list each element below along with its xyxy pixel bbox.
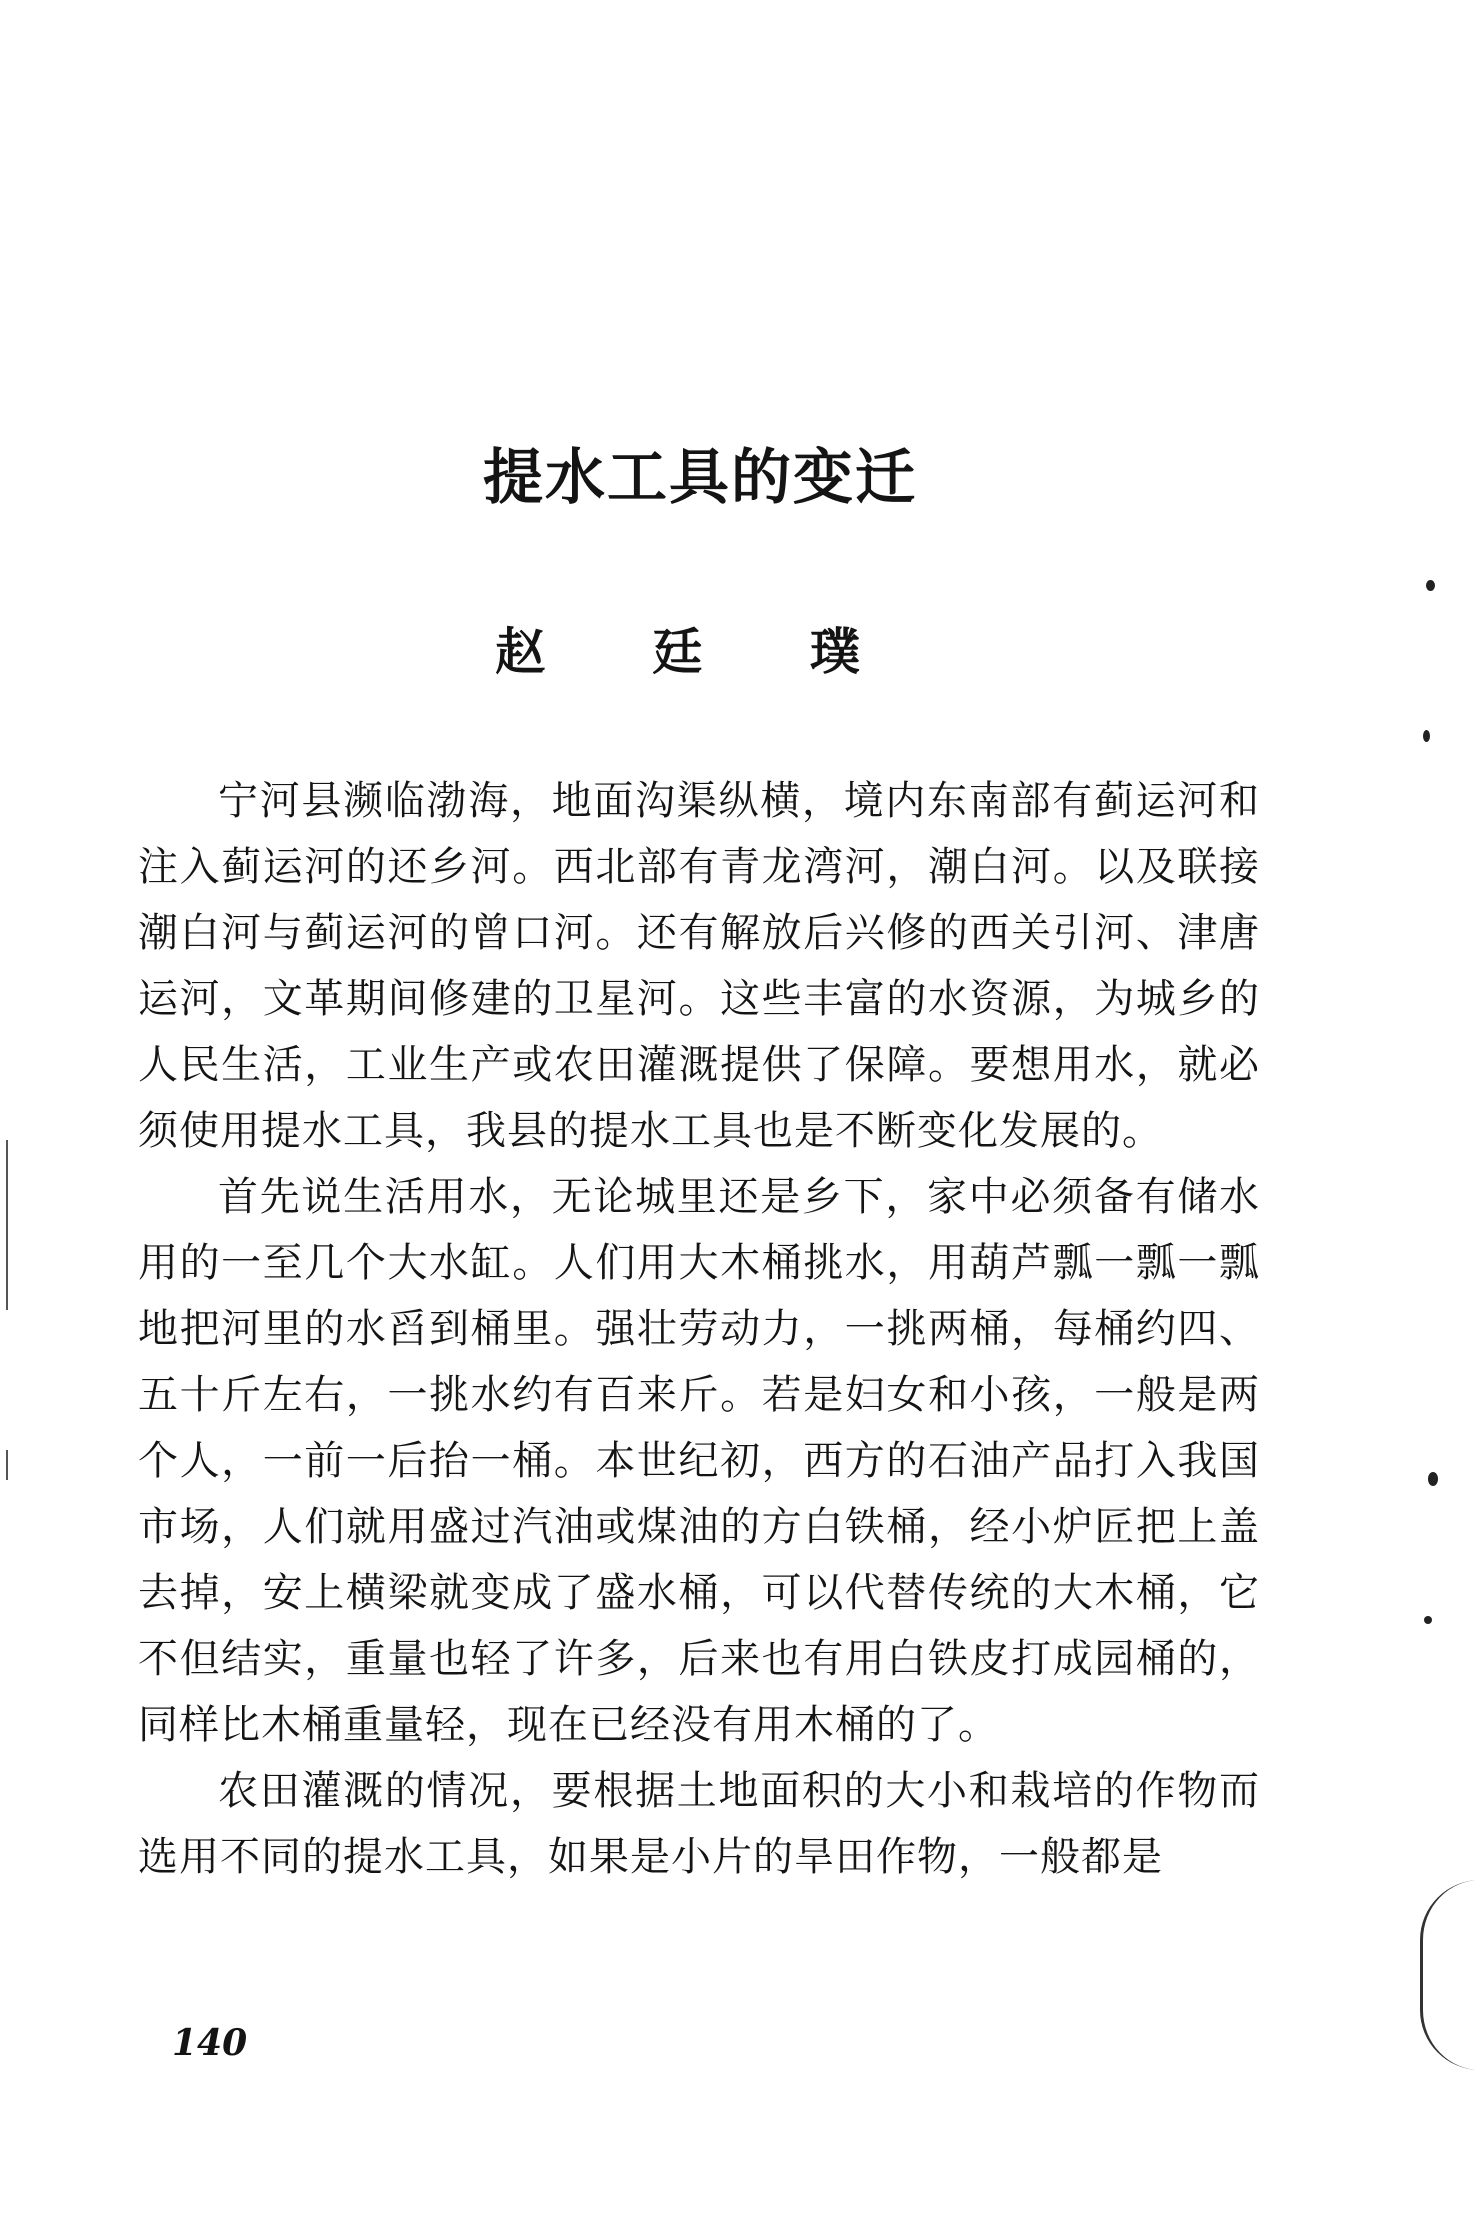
scan-speck	[1424, 1616, 1432, 1624]
author-name: 赵 廷 璞	[495, 622, 905, 681]
article-body	[138, 768, 1260, 1890]
scan-edge-line	[6, 1140, 8, 1310]
paragraph-2: 首先说生活用水，无论城里还是乡下，家中必须备有储水用的一至几个大水缸。人们用大木桶挑水，用葫芦瓢一瓢一瓢地把河里的水舀到桶里。强壮劳动力，一挑两桶，每桶约四、五十斤左右，一挑水约有百来斤。若是妇女和小孩，一般是两个人，一前一后抬一桶。本世纪初，西方的石油产品打入我国市场，人们就用盛过汽油或煤油的方白铁桶，经小炉匠把上盖去掉，安上横梁就变成了盛水桶，可以代替传统的大木桶，它不但结实，重量也轻了许多，后来也有用白铁皮打成园桶的，同样比木桶重量轻，现在已经没有用木桶的了。	[138, 1174, 1260, 1748]
paragraph-1: 宁河县濒临渤海，地面沟渠纵横，境内东南部有蓟运河和注入蓟运河的还乡河。西北部有青龙湾河，潮白河。以及联接潮白河与蓟运河的曾口河。还有解放后兴修的西关引河、津唐运河，文革期间修建的卫星河。这些丰富的水资源，为城乡的人民生活，工业生产或农田灌溉提供了保障。要想用水，就必须使用提水工具，我县的提水工具也是不断变化发展的。	[138, 778, 1260, 1154]
page-title: 提水工具的变迁	[483, 443, 917, 513]
scan-edge-line	[6, 1450, 8, 1480]
scan-speck	[1423, 730, 1430, 742]
scan-bracket-mark	[1420, 1880, 1474, 2070]
paragraph-3: 农田灌溉的情况，要根据土地面积的大小和栽培的作物而选用不同的提水工具，如果是小片的旱田作物，一般都是	[138, 1768, 1260, 1880]
scan-speck	[1426, 580, 1435, 591]
scan-speck	[1428, 1472, 1438, 1486]
page-number: 140	[172, 2022, 248, 2064]
